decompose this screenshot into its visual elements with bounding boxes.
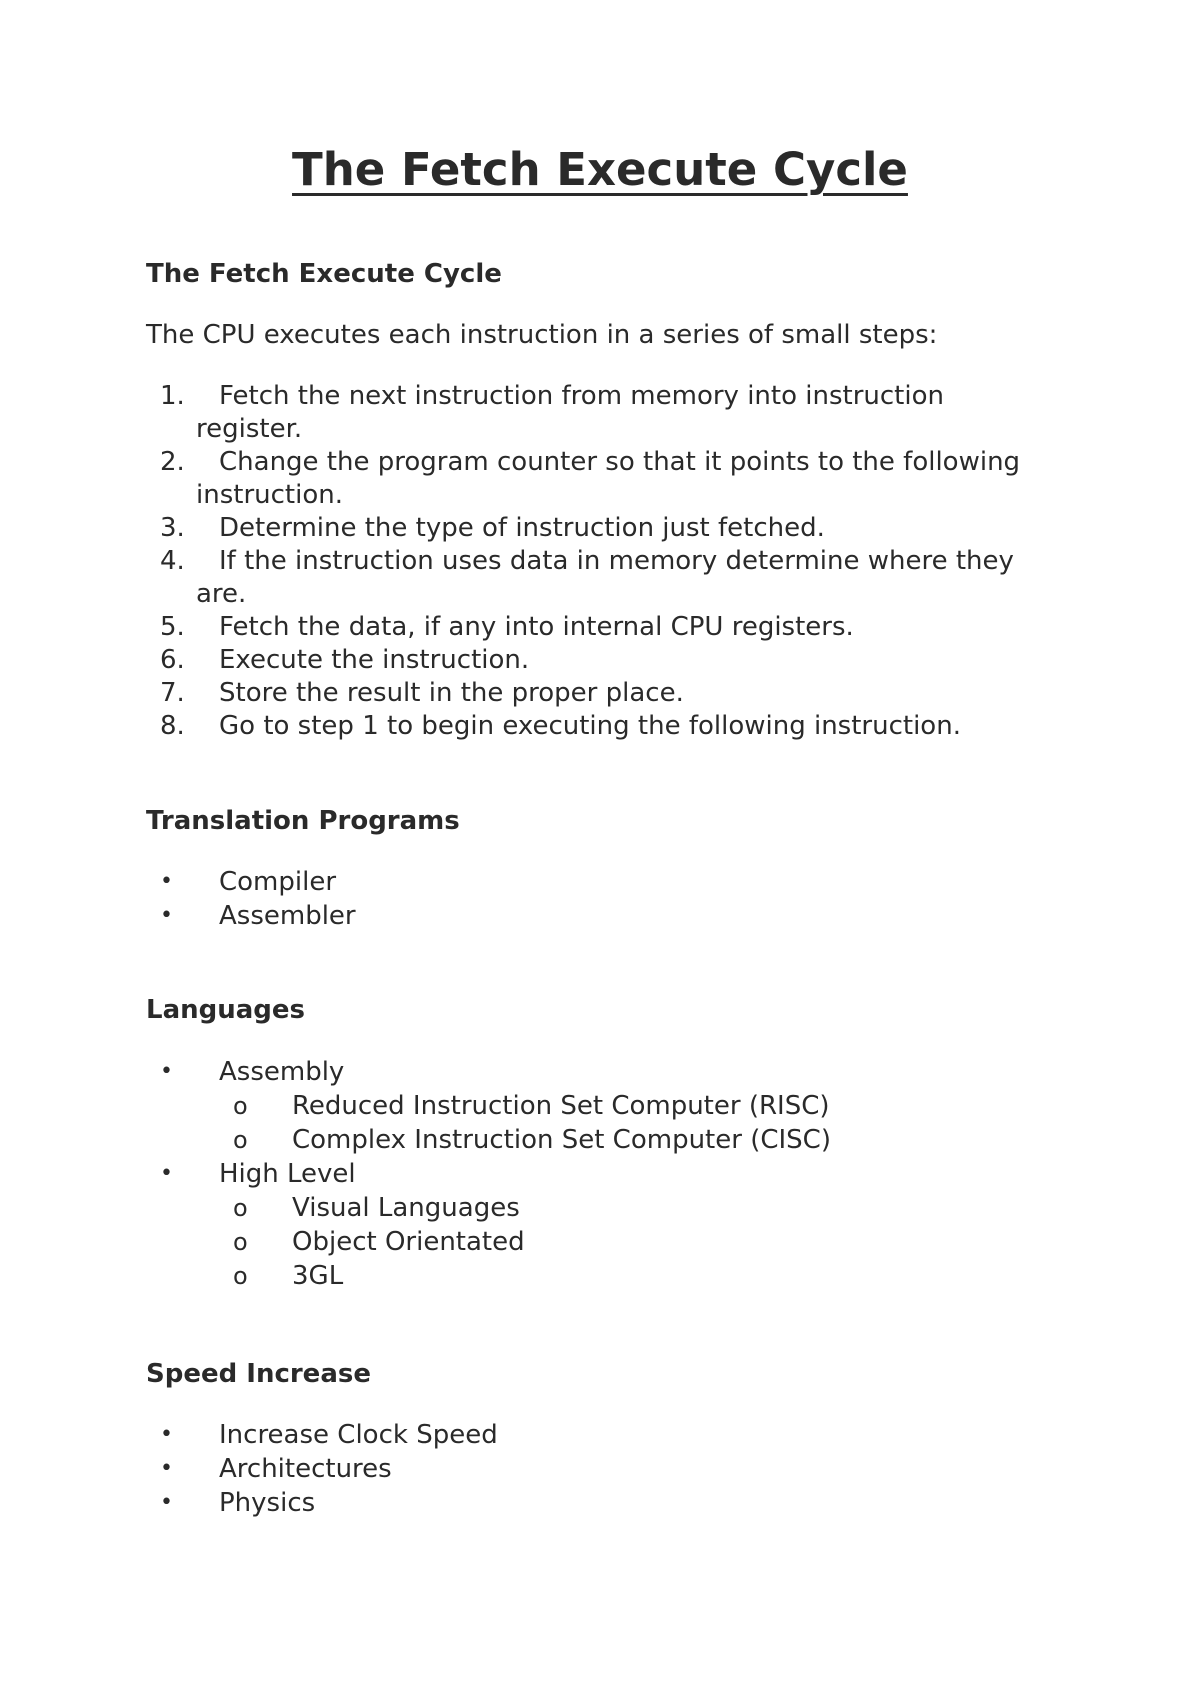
- step-text: Execute the instruction.: [219, 645, 530, 675]
- step-number: 7.: [160, 678, 185, 708]
- step-number: 2.: [160, 447, 185, 477]
- section-heading-translation: Translation Programs: [146, 806, 460, 836]
- list-item: [146, 611, 1046, 644]
- step-number: 5.: [160, 612, 185, 642]
- bullet-marker: •: [160, 1490, 173, 1515]
- step-text: Store the result in the proper place.: [219, 678, 684, 708]
- step-text: Determine the type of instruction just fetched.: [219, 513, 825, 543]
- list-item: [146, 380, 1046, 446]
- bullet-marker: •: [160, 1161, 173, 1186]
- bullet-marker: •: [160, 1059, 173, 1084]
- list-item-text: Physics: [219, 1488, 316, 1518]
- sub-list: [219, 1089, 1046, 1157]
- sub-bullet-marker: o: [233, 1126, 248, 1154]
- sub-list-item-text: 3GL: [292, 1261, 344, 1291]
- list-item: [146, 1452, 1046, 1486]
- sub-list-item: [219, 1123, 1046, 1157]
- translation-list: [146, 865, 1046, 933]
- bullet-marker: •: [160, 1422, 173, 1447]
- step-text: If the instruction uses data in memory determine where they are.: [196, 546, 1014, 609]
- list-item-text: High Level: [219, 1159, 356, 1189]
- list-item: [146, 512, 1046, 545]
- section-heading-fetch: The Fetch Execute Cycle: [146, 259, 502, 289]
- list-item-text: Architectures: [219, 1454, 392, 1484]
- languages-list: [146, 1055, 1046, 1293]
- list-item: [146, 865, 1046, 899]
- list-item: [146, 644, 1046, 677]
- steps-list: [146, 380, 1046, 743]
- step-text: Fetch the data, if any into internal CPU registers.: [219, 612, 854, 642]
- sub-bullet-marker: o: [233, 1194, 248, 1222]
- step-number: 6.: [160, 645, 185, 675]
- bullet-marker: •: [160, 903, 173, 928]
- sub-list-item: [219, 1191, 1046, 1225]
- list-item-text: Assembler: [219, 901, 356, 931]
- list-item: [146, 446, 1046, 512]
- sub-list-item: [219, 1259, 1046, 1293]
- list-item: [146, 710, 1046, 743]
- sub-bullet-marker: o: [233, 1092, 248, 1120]
- sub-bullet-marker: o: [233, 1228, 248, 1256]
- step-number: 4.: [160, 546, 185, 576]
- list-item: [146, 899, 1046, 933]
- list-item-text: Compiler: [219, 867, 337, 897]
- step-text: Change the program counter so that it points to the following instruction.: [196, 447, 1021, 510]
- list-item-text: Assembly: [219, 1057, 345, 1087]
- section-heading-speed: Speed Increase: [146, 1359, 371, 1389]
- sub-list-item-text: Reduced Instruction Set Computer (RISC): [292, 1091, 830, 1121]
- sub-bullet-marker: o: [233, 1262, 248, 1290]
- list-item: [146, 677, 1046, 710]
- sub-list-item: [219, 1089, 1046, 1123]
- list-item: [146, 1486, 1046, 1520]
- bullet-marker: •: [160, 1456, 173, 1481]
- sub-list-item-text: Object Orientated: [292, 1227, 525, 1257]
- sub-list: [219, 1191, 1046, 1293]
- bullet-marker: •: [160, 869, 173, 894]
- step-text: Fetch the next instruction from memory into instruction register.: [196, 381, 944, 444]
- sub-list-item-text: Complex Instruction Set Computer (CISC): [292, 1125, 831, 1155]
- list-item: [146, 1055, 1046, 1157]
- sub-list-item-text: Visual Languages: [292, 1193, 520, 1223]
- step-number: 8.: [160, 711, 185, 741]
- step-number: 1.: [160, 381, 185, 411]
- step-text: Go to step 1 to begin executing the following instruction.: [219, 711, 961, 741]
- list-item: [146, 1418, 1046, 1452]
- intro-paragraph: The CPU executes each instruction in a series of small steps:: [146, 320, 938, 350]
- list-item-text: Increase Clock Speed: [219, 1420, 498, 1450]
- step-number: 3.: [160, 513, 185, 543]
- sub-list-item: [219, 1225, 1046, 1259]
- speed-list: [146, 1418, 1046, 1520]
- list-item: [146, 1157, 1046, 1293]
- section-heading-languages: Languages: [146, 995, 306, 1025]
- document-title: The Fetch Execute Cycle: [292, 143, 908, 196]
- list-item: [146, 545, 1046, 611]
